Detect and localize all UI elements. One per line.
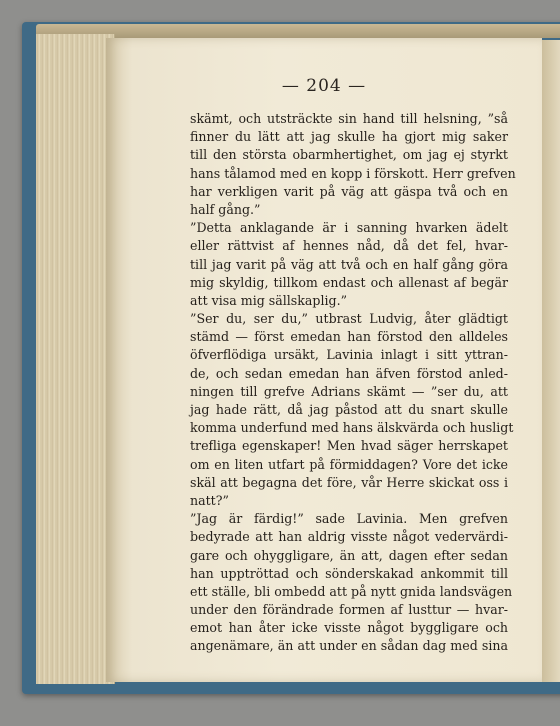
- text-line: de, och sedan emedan han äfven förstod anled-: [190, 365, 508, 381]
- facing-page-edge: [540, 40, 560, 682]
- text-line: till jag varit på väg att två och en half gång göra: [190, 256, 508, 272]
- text-line: eller rättvist af hennes nåd, då det fel, hvar-: [190, 238, 508, 254]
- text-line: hans tålamod med en kopp i förskott. Herr grefven: [190, 165, 516, 181]
- text-line: ”Ser du, ser du,” utbrast Ludvig, åter glädtigt: [190, 311, 508, 327]
- text-line: komma underfund med hans älskvärda och husligt: [190, 420, 514, 436]
- text-line: ”Detta anklagande är i sanning hvarken ädelt: [190, 220, 508, 236]
- page-edges-stack: [36, 34, 115, 684]
- text-line: ningen till grefve Adrians skämt — ”ser du, att: [190, 383, 508, 399]
- text-line: skämt, och utsträckte sin hand till helsning, ”så: [190, 111, 508, 126]
- page-number: — 204 —: [281, 76, 367, 96]
- text-line: natt?”: [190, 492, 229, 508]
- text-line: stämd — först emedan han förstod den alldeles: [190, 329, 508, 345]
- text-line: ”Jag är färdig!” sade Lavinia. Men grefven: [190, 511, 508, 527]
- text-line: jag hade rätt, då jag påstod att du snart skulle: [190, 402, 508, 417]
- text-line: trefliga egenskaper! Men hvad säger herrskapet: [190, 438, 508, 454]
- text-line: bedyrade att han aldrig visste något vedervärdi-: [190, 529, 508, 545]
- text-line: om en liten utfart på förmiddagen? Vore det icke: [190, 456, 508, 472]
- text-line: skäl att begagna det före, vår Herre skickat oss i: [190, 474, 508, 490]
- text-line: till den största obarmhertighet, om jag ej styrkt: [190, 147, 508, 163]
- text-line: angenämare, än att under en sådan dag med sina: [190, 638, 508, 654]
- text-line: emot han åter icke visste något byggligare och: [190, 620, 508, 636]
- text-line: finner du lätt att jag skulle ha gjort mig saker: [190, 129, 508, 145]
- text-line: att visa mig sällskaplig.”: [190, 292, 348, 308]
- page-text: [190, 110, 516, 656]
- text-line: öfverflödiga ursäkt, Lavinia inlagt i sitt yttran-: [190, 347, 508, 363]
- text-line: har verkligen varit på väg att gäspa två och en: [190, 183, 508, 199]
- text-line: gare och ohyggligare, än att, dagen efter sedan: [190, 547, 508, 563]
- text-line: mig skyldig, tillkom endast och allenast af begär: [190, 274, 508, 290]
- text-line: han upptröttad och sönderskakad ankommit till: [190, 565, 508, 581]
- text-line: under den förändrade formen af lusttur — hvar-: [190, 602, 508, 618]
- book-page: [106, 38, 542, 682]
- text-line: half gång.”: [190, 201, 261, 217]
- text-line: ett ställe, bli ombedd att på nytt gnida landsvägen: [190, 583, 513, 599]
